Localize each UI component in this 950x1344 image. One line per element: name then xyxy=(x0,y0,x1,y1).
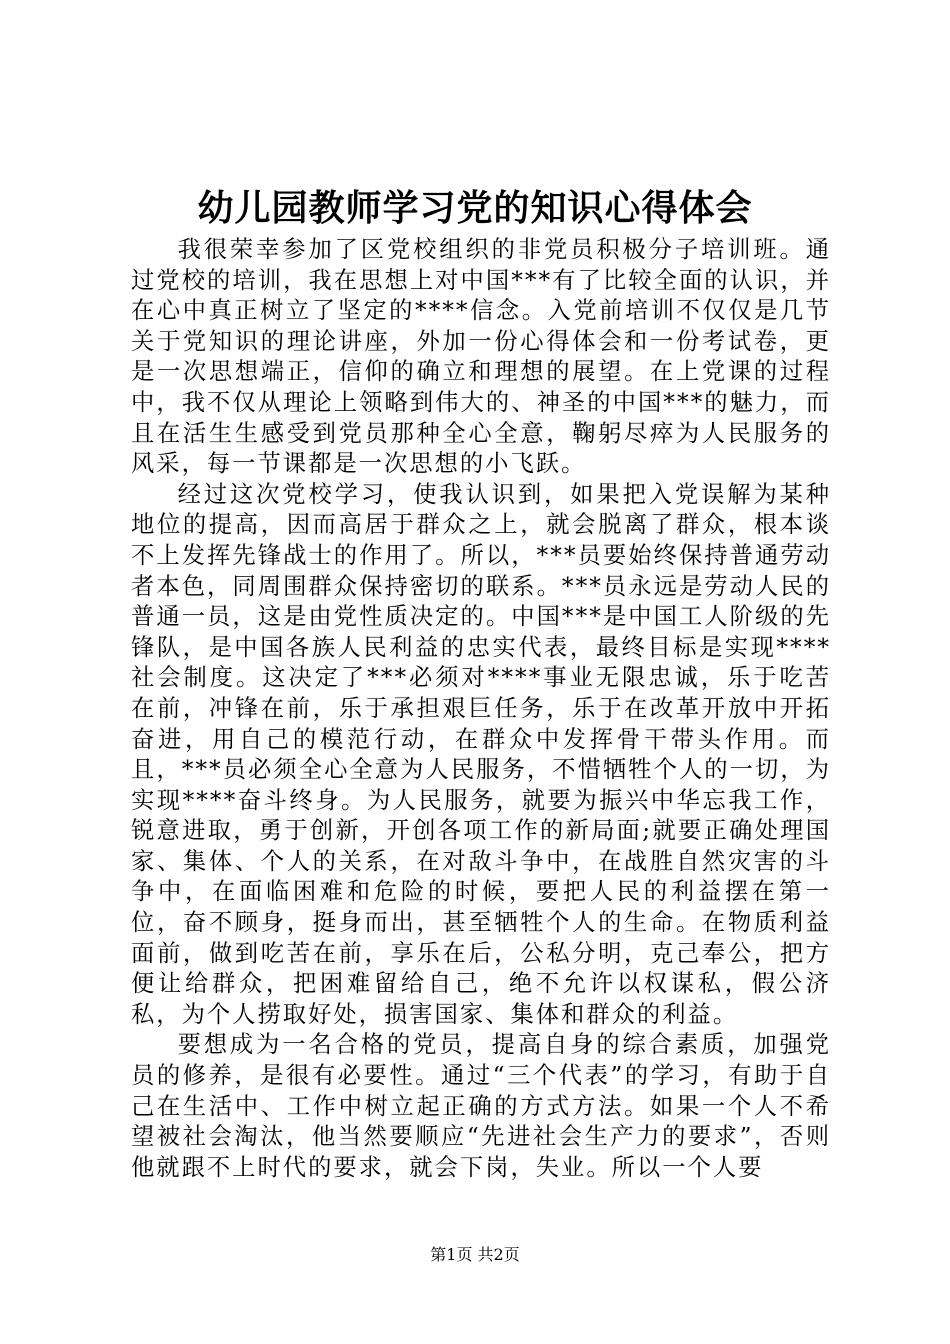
document-title: 幼儿园教师学习党的知识心得体会 xyxy=(197,188,753,229)
document-body xyxy=(131,235,831,1183)
page-number-footer: 第1页 共2页 xyxy=(430,1245,520,1264)
paragraph-3: 要想成为一名合格的党员，提高自身的综合素质，加强党员的修养，是很有必要性。通过“三个代表”的学习，有助于自己在生活中、工作中树立起正确的方式方法。如果一个人不希望被社会淘汰，他当然要顺应“先进社会生产力的要求”，否则他就跟不上时代的要求，就会下岗，失业。所以一个人要 xyxy=(131,1031,831,1181)
paragraph-2: 经过这次党校学习，使我认识到，如果把入党误解为某种地位的提高，因而高居于群众之上，就会脱离了群众，根本谈不上发挥先锋战士的作用了。所以，***员要始终保持普通劳动者本色，同周围群众保持密切的联系。***员永远是劳动人民的普通一员，这是由党性质决定的。中国***是中国工人阶级的先锋队，是中国各族人民利益的忠实代表，最终目标是实现****社会制度。这决定了***必须对****事业无限忠诚，乐于吃苦在前，冲锋在前，乐于承担艰巨任务，乐于在改革开放中开拓奋进，用自己的模范行动，在群众中发挥骨干带头作用。而且，***员必须全心全意为人民服务，不惜牺牲个人的一切，为实现****奋斗终身。为人民服务，就要为振兴中华忘我工作，锐意进取，勇于创新，开创各项工作的新局面;就要正确处理国家、集体、个人的关系，在对敌斗争中，在战胜自然灾害的斗争中，在面临困难和危险的时候，要把人民的利益摆在第一位，奋不顾身，挺身而出，甚至牺牲个人的生命。在物质利益面前，做到吃苦在前，享乐在后，公私分明，克己奉公，把方便让给群众，把困难留给自己，绝不允许以权谋私，假公济私，为个人捞取好处，损害国家、集体和群众的利益。 xyxy=(131,480,831,1028)
paragraph-1: 我很荣幸参加了区党校组织的非党员积极分子培训班。通过党校的培训，我在思想上对中国***有了比较全面的认识，并在心中真正树立了坚定的****信念。入党前培训不仅仅是几节关于党知识的理论讲座，外加一份心得体会和一份考试卷，更是一次思想端正，信仰的确立和理想的展望。在上党课的过程中，我不仅从理论上领略到伟大的、神圣的中国***的魅力，而且在活生生感受到党员那种全心全意，鞠躬尽瘁为人民服务的风采，每一节课都是一次思想的小飞跃。 xyxy=(131,236,831,478)
